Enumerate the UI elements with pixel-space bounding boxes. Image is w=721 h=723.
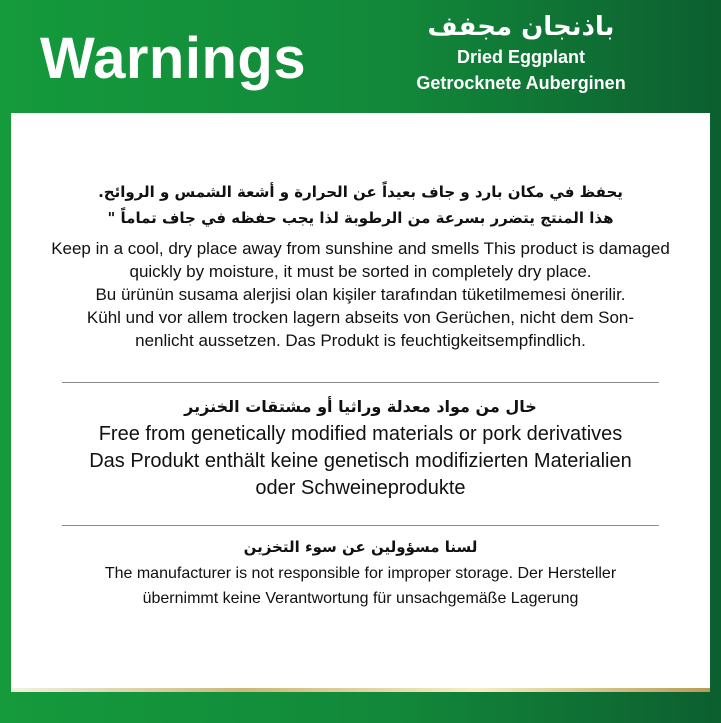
storage-turkish: Bu ürünün susama alerjisi olan kişiler tarafından tüketilmemesi önerilir. — [95, 285, 626, 304]
storage-section — [11, 179, 710, 352]
divider — [62, 525, 659, 526]
gmo-section — [11, 393, 710, 502]
liability-section — [11, 533, 710, 611]
product-name-arabic: باذنجان مجفف — [427, 12, 615, 42]
liability-text: The manufacturer is not responsible for improper storage. Der Hersteller übernimmt keine Verantwortung für unsachgemäße Lagerung — [104, 565, 617, 607]
decorative-gold-line — [11, 688, 710, 692]
warnings-panel — [11, 113, 710, 688]
product-name-english: Dried Eggplant — [456, 47, 585, 67]
liability-arabic: لسنا مسؤولين عن سوء التخزين — [243, 538, 478, 556]
product-name-german: Getrocknete Auberginen — [416, 73, 626, 93]
storage-english: Keep in a cool, dry place away from sunshine and smells This product is damaged quickly by moisture, it must be sorted in completely dry place. — [51, 239, 670, 281]
page-title: Warnings — [40, 26, 307, 91]
storage-german: Kühl und vor allem trocken lagern abseits von Gerüchen, nicht dem Son-nenlicht aussetzen. Das Produkt is feuchtigkeitsempfindlich. — [86, 308, 635, 350]
divider — [62, 382, 659, 383]
gmo-german: Das Produkt enthält keine genetisch modifizierten Materialien oder Schweineprodukte — [89, 450, 632, 499]
product-name — [391, 10, 651, 96]
storage-arabic: يحفظ في مكان بارد و جاف بعيداً عن الحرارة و أشعة الشمس و الروائح. هذا المنتج يتضرر بسرعة من الرطوبة لذا يجب حفظه في جاف تماماً " — [98, 183, 623, 227]
gmo-arabic: خال من مواد معدلة وراثيا أو مشتقات الخنزير — [184, 397, 537, 416]
gmo-english: Free from genetically modified materials or pork derivatives — [98, 423, 623, 445]
